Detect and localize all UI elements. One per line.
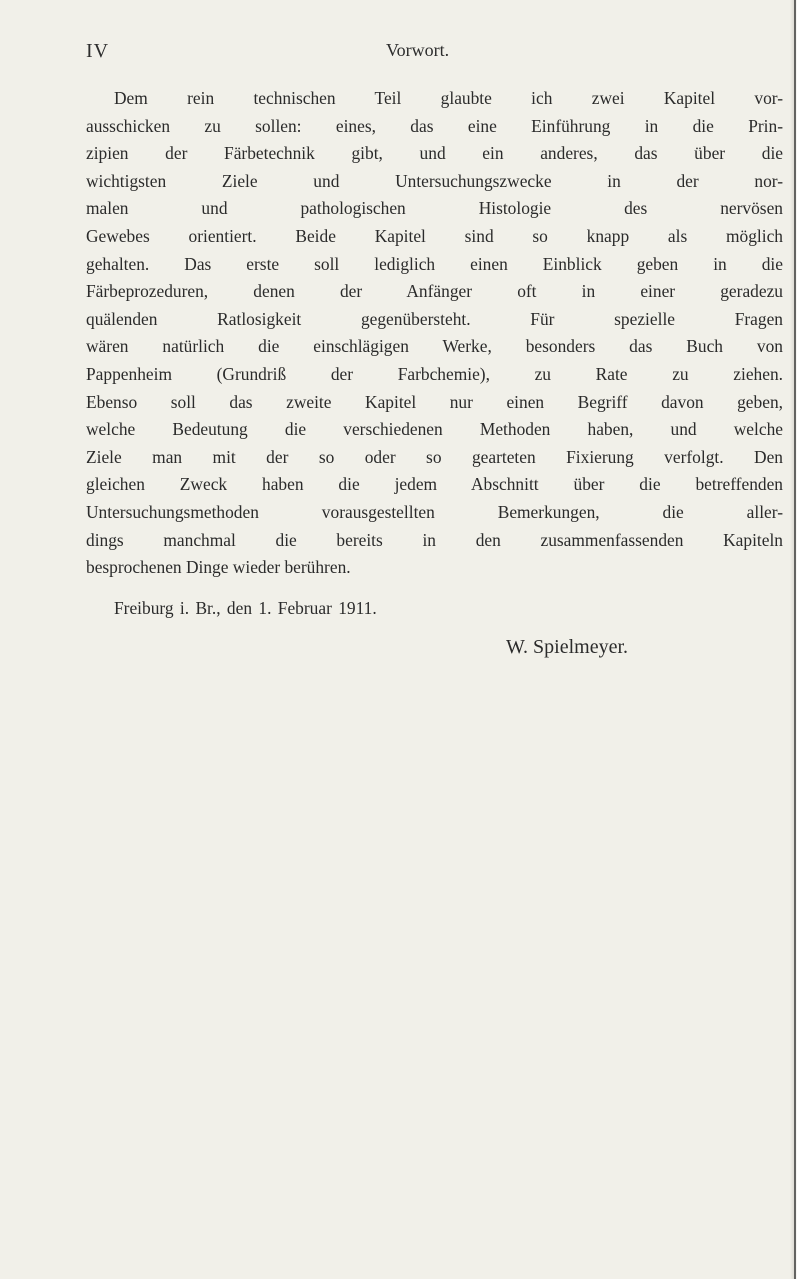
text-line: zipien der Färbetechnik gibt, und ein anderes, das über die <box>86 143 783 164</box>
text-line: gehalten. Das erste soll lediglich einen Einblick geben in die <box>86 253 783 274</box>
text-line: Ziele man mit der so oder so gearteten Fixierung verfolgt. Den <box>86 446 783 467</box>
text-line: Pappenheim (Grundriß der Farbchemie), zu Rate zu ziehen. <box>86 363 783 384</box>
text-line: dings manchmal die bereits in den zusammenfassenden Kapiteln <box>86 529 783 550</box>
preface-paragraph <box>86 85 783 582</box>
text-line: Gewebes orientiert. Beide Kapitel sind so knapp als möglich <box>86 225 783 246</box>
text-line: ausschicken zu sollen: eines, das eine Einführung in die Prin- <box>86 115 783 136</box>
text-line: welche Bedeutung die verschiedenen Methoden haben, und welche <box>86 419 783 440</box>
running-title: Vorwort. <box>386 40 450 60</box>
text-line: wären natürlich die einschlägigen Werke, besonders das Buch von <box>86 336 783 357</box>
text-line: malen und pathologischen Histologie des nervösen <box>86 198 783 219</box>
text-line: Untersuchungsmethoden vorausgestellten Bemerkungen, die aller- <box>86 501 783 522</box>
text-line: besprochenen Dinge wieder berühren. <box>86 557 351 578</box>
text-line: Ebenso soll das zweite Kapitel nur einen Begriff davon geben, <box>86 391 783 412</box>
text-line: quälenden Ratlosigkeit gegenübersteht. Für spezielle Fragen <box>86 308 783 329</box>
author-signature: W. Spielmeyer. <box>506 636 629 658</box>
page-edge <box>790 0 800 1279</box>
page-number: IV <box>86 40 110 62</box>
running-header <box>86 40 706 64</box>
text-line: Dem rein technischen Teil glaubte ich zwei Kapitel vor- <box>114 88 783 108</box>
text-line: gleichen Zweck haben die jedem Abschnitt über die betreffenden <box>86 474 783 495</box>
place-date-line: Freiburg i. Br., den 1. Februar 1911. <box>114 598 377 618</box>
text-line: wichtigsten Ziele und Untersuchungszwecke in der nor- <box>86 170 783 191</box>
text-line: Färbeprozeduren, denen der Anfänger oft in einer geradezu <box>86 281 783 302</box>
